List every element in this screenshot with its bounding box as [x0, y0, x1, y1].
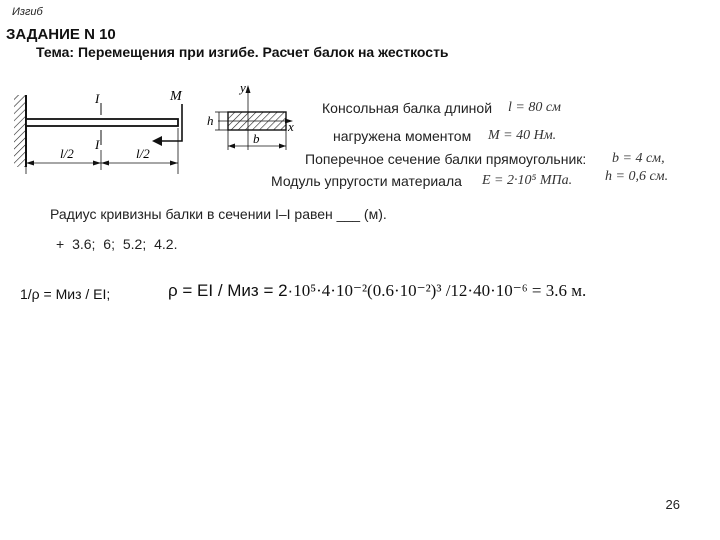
task-title: ЗАДАНИЕ N 10: [6, 26, 116, 43]
section-label-bottom: I: [95, 137, 100, 152]
page-number: 26: [665, 497, 680, 512]
condition-length-text: Консольная балка длиной: [322, 100, 493, 116]
task-topic: Тема: Перемещения при изгибе. Расчет балок на жесткость: [36, 44, 449, 60]
section-label-top: I: [95, 91, 100, 106]
question-text: Радиус кривизны балки в сечении I–I равен ___ (м).: [50, 206, 387, 222]
right-span-label: l/2: [136, 146, 150, 161]
given-length: l = 80 см: [508, 100, 561, 115]
width-label: b: [253, 131, 260, 146]
given-width: b = 4 см,: [612, 151, 665, 166]
beam: [26, 119, 178, 126]
dimension-lines: [26, 128, 178, 174]
given-height: h = 0,6 см.: [605, 169, 669, 184]
condition-moment-text: нагружена моментом: [333, 128, 472, 144]
fixed-support: [14, 95, 26, 167]
formula-radius: [168, 281, 586, 301]
given-moment: M = 40 Нм.: [488, 128, 557, 143]
given-modulus: E = 2·10⁵ МПа.: [482, 173, 573, 188]
height-label: h: [207, 113, 214, 128]
formula-curvature: 1/ρ = Миз / EI;: [20, 286, 111, 302]
formula-radius-body: 10⁵·4·10⁻²(0.6·10⁻²)³ /12·40·10⁻⁶ = 3.6 м.: [293, 281, 587, 300]
condition-modulus-text: Модуль упругости материала: [271, 173, 462, 189]
left-span-label: l/2: [60, 146, 74, 161]
answer-options: + 3.6; 6; 5.2; 4.2.: [56, 236, 178, 252]
moment-label: M: [170, 89, 182, 104]
condition-section-text: Поперечное сечение балки прямоугольник:: [305, 151, 587, 167]
y-axis-label: y: [240, 80, 246, 95]
header-tag: Изгиб: [12, 6, 43, 18]
x-axis-label: x: [288, 119, 294, 134]
formula-radius-prefix: ρ = EI / Миз = 2·: [168, 281, 294, 300]
